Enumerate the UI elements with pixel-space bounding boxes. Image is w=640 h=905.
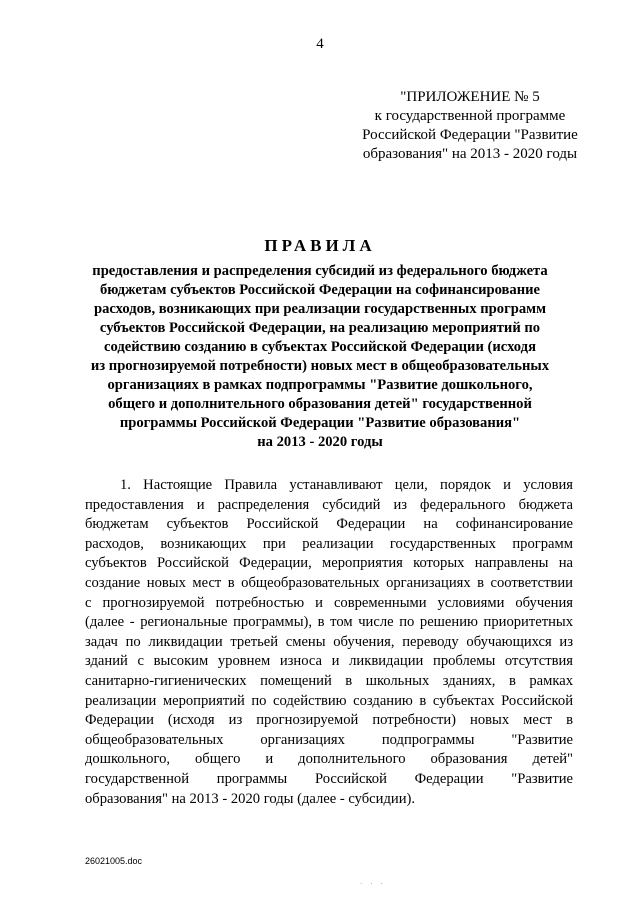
body-line: реализации мероприятий по содействию созданию в субъектах Российской [85,692,573,709]
body-line: 1. Настоящие Правила устанавливают цели, порядок и условия [120,477,573,493]
subtitle-line: содействию созданию в субъектах Российской Федерации (исходя [104,339,536,355]
body-line: с прогнозируемой потребностью и современными условиями обучения [85,594,573,611]
subtitle-line: организациях в рамках подпрограммы "Развитие дошкольного, [107,377,533,393]
appendix-line: Российской Федерации "Развитие [362,127,578,143]
appendix-line: "ПРИЛОЖЕНИЕ № 5 [400,89,540,105]
body-line: субъектов Российской Федерации, мероприятия которых направлены на [85,555,573,572]
footer-mark: · · · [360,880,386,888]
body-line: санитарно-гигиенических помещений в школьных зданиях, в рамках [85,672,573,689]
subtitle-line: на 2013 - 2020 годы [257,434,383,450]
body-line: бюджетам субъектов Российской Федерации на софинансирование [85,516,573,533]
subtitle-line: из прогнозируемой потребности) новых мест в общеобразовательных [90,358,550,374]
subtitle-line: общего и дополнительного образования детей" государственной [108,396,532,412]
body-line: дошкольного, общего и дополнительного образования детей" [85,751,573,768]
body-paragraph [85,476,573,809]
subtitle-line: программы Российской Федерации "Развитие образования" [119,415,521,431]
body-line: задач по ликвидации третьей смены обучения, переводу обучающихся из [85,633,573,650]
document-subtitle [60,262,580,452]
subtitle-line: предоставления и распределения субсидий из федерального бюджета [92,263,548,279]
page-number: 4 [316,36,324,52]
body-line: образования" на 2013 - 2020 годы (далее - субсидии). [85,790,416,807]
body-line: расходов, возникающих при реализации государственных программ [85,535,573,552]
subtitle-line: расходов, возникающих при реализации государственных программ [93,301,547,317]
body-line: (далее - региональные программы), в том числе по решению приоритетных [85,614,573,631]
appendix-header [335,88,605,164]
document-title: ПРАВИЛА [264,236,376,255]
subtitle-line: бюджетам субъектов Российской Федерации на софинансирование [99,282,541,298]
body-line: предоставления и распределения субсидий из федерального бюджета [85,496,573,513]
footer-file-name: 26021005.doc [85,856,143,866]
body-line: зданий с высоким уровнем износа и ликвидации проблемы отсутствия [85,653,573,670]
body-line: Федерации (исходя из прогнозируемой потребности) новых мест в [85,712,573,729]
body-line: общеобразовательных организациях подпрограммы "Развитие [85,731,573,748]
subtitle-line: субъектов Российской Федерации, на реализацию мероприятий по [99,320,541,336]
appendix-line: к государственной программе [374,108,566,124]
body-line: создание новых мест в общеобразовательных организациях в соответствии [85,574,573,591]
appendix-line: образования" на 2013 - 2020 годы [362,146,578,162]
body-line: государственной программы Российской Федерации "Развитие [85,770,573,787]
